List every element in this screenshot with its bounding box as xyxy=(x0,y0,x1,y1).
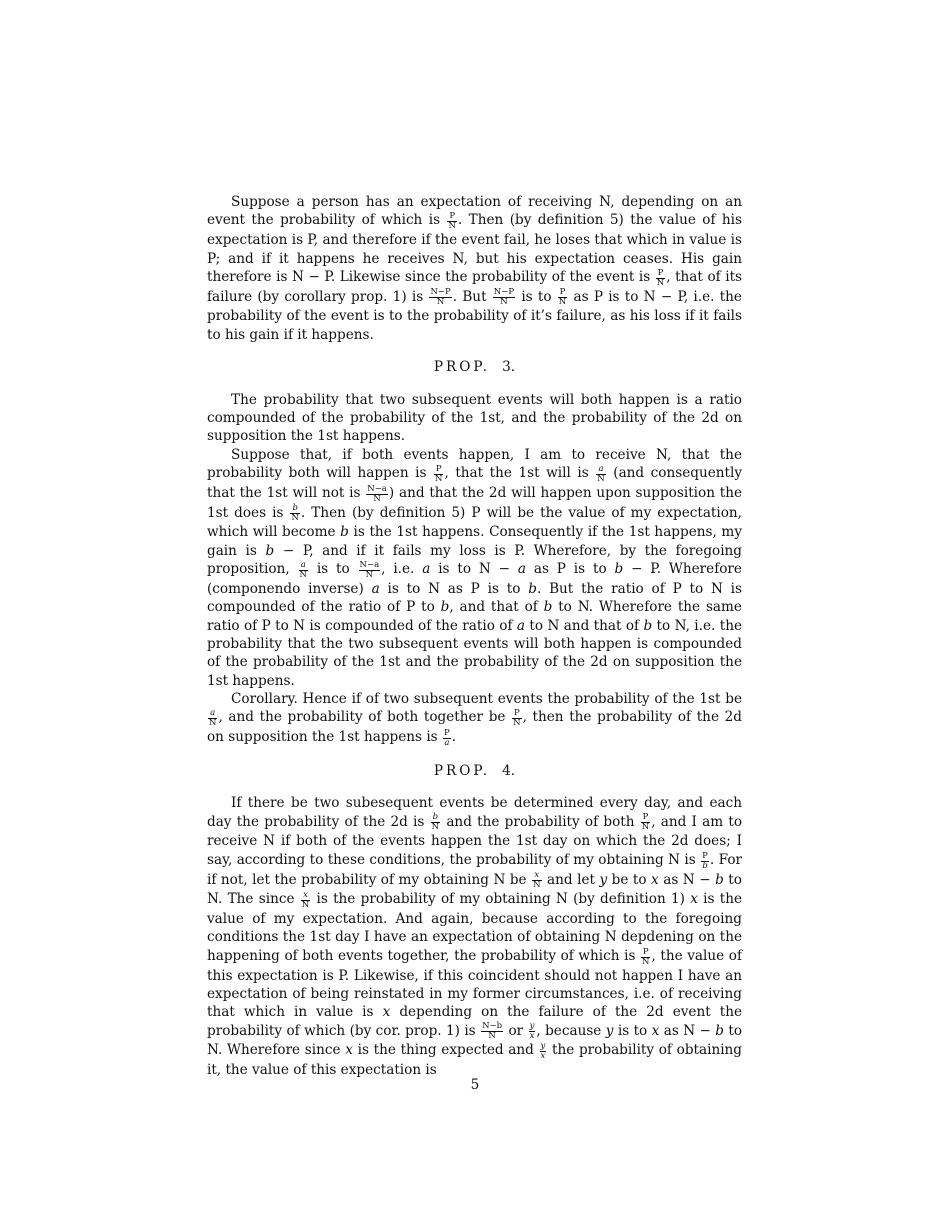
text: to N. Wherefore the same ratio of P to N is compounded of the ratio of xyxy=(207,599,742,634)
fraction xyxy=(447,212,456,231)
prop-number: 4. xyxy=(502,762,516,779)
page-content xyxy=(207,193,742,1080)
text: − P, and if it fails my loss is P. Wherefore, by the foregoing proposition, xyxy=(207,542,743,577)
denominator: N xyxy=(301,900,310,911)
denominator: N xyxy=(597,473,605,484)
text: the probability of obtaining it, the value of this expectation is xyxy=(207,1042,743,1079)
text: is to N − xyxy=(438,561,511,577)
fraction xyxy=(596,465,605,484)
variable: a xyxy=(422,561,431,577)
text: is the value of my expectation. And again, because according to the foregoing conditions the 1st day I have an expectation of obtaining N depdening on the happening of both events together, the probability of which is xyxy=(207,891,743,964)
variable: b xyxy=(440,599,450,616)
variable: b xyxy=(643,617,653,634)
numerator: N−a xyxy=(359,559,380,570)
numerator: P xyxy=(513,708,520,719)
numerator: P xyxy=(449,211,456,222)
denominator: a xyxy=(444,737,450,748)
fraction xyxy=(429,288,451,307)
text: , and I am to receive N if both of the events happen the 1st day on which the 2d does; I say, according to these conditions, the probability of my obtaining N is xyxy=(207,813,743,868)
denominator: N xyxy=(299,569,307,580)
variable: b xyxy=(715,871,724,888)
page-number: 5 xyxy=(470,1077,480,1093)
denominator: N xyxy=(448,221,456,232)
numerator: y xyxy=(529,1021,535,1032)
text: or xyxy=(508,1022,524,1039)
fraction xyxy=(641,948,650,967)
denominator: N xyxy=(513,718,521,729)
variable: a xyxy=(517,561,526,577)
text: ) and that the 2d will happen upon supposition the 1st does is xyxy=(207,484,742,521)
text: is the thing expected and xyxy=(357,1042,534,1059)
variable: x xyxy=(651,871,659,888)
fraction xyxy=(208,709,217,728)
text: to N. The since xyxy=(207,871,742,908)
numerator: P xyxy=(657,267,664,278)
text: is to xyxy=(521,288,552,305)
text: . For if not, let the probability of my obtaining N be xyxy=(207,851,743,888)
proposition-3-corollary xyxy=(207,690,742,748)
denominator: N xyxy=(642,956,650,967)
text: , then the probability of the 2d on supposition the 1st happens is xyxy=(207,709,742,746)
text: Suppose that, if both events happen, I am to receive N, that the probability both will happen is xyxy=(207,446,742,481)
text: depending on the failure of the 2d event the probability of which (by cor. prop. 1) is xyxy=(207,1004,743,1039)
text: . But xyxy=(452,288,487,305)
text: to N and that of xyxy=(529,617,640,634)
denominator: N xyxy=(373,493,381,504)
variable: y xyxy=(599,871,608,888)
fraction xyxy=(434,465,443,484)
variable: b xyxy=(543,599,553,616)
text: as P is to N − P, i.e. the probability of the event is to the probability of it’s failure, as his loss if it fails to his gain if it happens. xyxy=(207,288,742,343)
prop-label: PROP. xyxy=(433,359,491,376)
fraction xyxy=(493,288,515,307)
text: is the probability of my obtaining N (by definition 1) xyxy=(316,891,685,908)
denominator: x xyxy=(529,1031,535,1042)
prop-label: PROP. xyxy=(433,762,491,779)
numerator: a xyxy=(596,465,605,475)
numerator: x xyxy=(532,871,541,881)
numerator: P xyxy=(559,287,566,298)
numerator: N−a xyxy=(367,483,387,494)
denominator: N xyxy=(641,822,650,833)
numerator: P xyxy=(435,463,442,474)
denominator: x xyxy=(540,1051,546,1062)
numerator: b xyxy=(432,812,439,823)
variable: b xyxy=(528,580,537,597)
proposition-3-proof xyxy=(207,446,742,690)
proposition-3-statement: The probability that two subsequent events will both happen is a ratio compounded of the probability of the 1st, and the probability of the 2d on supposition the 1st happens. xyxy=(207,391,742,445)
text: and the probability of both xyxy=(446,813,635,830)
text: is to xyxy=(617,1022,648,1039)
text: If there be two subesequent events be determined every day, and each day the probability of the 2d is xyxy=(207,795,742,830)
numerator: P xyxy=(642,812,649,823)
text: . But the ratio of P to N is compounded of the ratio of P to xyxy=(207,580,742,616)
text: to N. Wherefore since xyxy=(207,1022,743,1059)
fraction xyxy=(540,1042,547,1061)
text: Suppose a person has an expectation of receiving N, depending on an event the probability of which is xyxy=(207,194,742,229)
variable: b xyxy=(715,1022,724,1039)
text: . xyxy=(451,729,457,746)
numerator: N−P xyxy=(493,287,515,298)
text: is to N as P is to xyxy=(387,580,521,597)
text: (and consequently that the 1st will not is xyxy=(207,464,743,501)
denominator: N xyxy=(209,718,217,729)
fraction xyxy=(359,561,381,580)
prop-number: 3. xyxy=(502,359,516,376)
text: . Then (by definition 5) P will be the value of my expectation, which will become xyxy=(207,504,743,541)
fraction xyxy=(443,729,451,748)
fraction xyxy=(366,485,388,504)
numerator: P xyxy=(443,727,450,738)
text: , and that of xyxy=(449,599,538,616)
fraction xyxy=(529,1022,536,1041)
text: , that the 1st will is xyxy=(444,464,589,481)
fraction xyxy=(299,561,308,580)
fraction xyxy=(701,852,709,871)
denominator: N xyxy=(431,822,440,833)
denominator: N xyxy=(435,473,443,484)
fraction xyxy=(558,288,567,307)
text: be to xyxy=(611,871,647,888)
variable: x xyxy=(651,1022,660,1039)
paragraph-expectation xyxy=(207,193,742,344)
variable: a xyxy=(516,617,526,634)
text: is the 1st happens. Consequently if the 1st happens, my gain is xyxy=(207,524,742,559)
numerator: N−P xyxy=(430,287,451,298)
text: , because xyxy=(536,1022,602,1039)
prop-3-heading xyxy=(207,358,742,376)
variable: x xyxy=(345,1042,353,1059)
fraction xyxy=(641,813,650,832)
text: , that of its failure (by corollary prop. 1) is xyxy=(207,268,743,305)
variable: b xyxy=(340,524,349,541)
text: is to xyxy=(316,561,350,577)
numerator: x xyxy=(301,891,310,901)
fraction xyxy=(512,709,521,728)
numerator: P xyxy=(702,850,708,861)
variable: b xyxy=(614,561,624,577)
text: Corollary. Hence if of two subsequent events the probability of the 1st be xyxy=(231,690,742,707)
text: to N, i.e. the probability that the two subsequent events will both happen is compounded of the probability of the 1st and the probability of the 2d on supposition the 1st happens. xyxy=(207,617,742,689)
fraction xyxy=(431,813,440,832)
numerator: P xyxy=(642,946,649,957)
prop-4-heading xyxy=(207,762,742,780)
text: as N − xyxy=(663,1022,711,1039)
text: , and the probability of both together be xyxy=(218,709,506,726)
denominator: N xyxy=(500,297,508,308)
variable: x xyxy=(690,891,698,908)
denominator: N xyxy=(656,277,665,288)
fraction xyxy=(290,504,299,523)
text: , the value of this expectation is P. Likewise, if this coincident should not happen I have an expectation of being reinstated in my former circumstances, i.e. of receiving that which in value is xyxy=(207,947,742,1021)
variable: b xyxy=(265,542,275,559)
fraction xyxy=(301,891,310,910)
variable: x xyxy=(382,1004,391,1021)
numerator: N−b xyxy=(482,1021,503,1032)
text: − P. Wherefore (componendo inverse) xyxy=(207,561,742,597)
denominator: N xyxy=(365,569,374,580)
numerator: a xyxy=(299,561,308,571)
variable: y xyxy=(605,1022,614,1039)
text: as N − xyxy=(663,871,711,888)
text: , i.e. xyxy=(381,561,415,577)
numerator: a xyxy=(208,709,217,719)
denominator: N xyxy=(436,297,445,308)
denominator: b xyxy=(702,860,708,871)
numerator: b xyxy=(292,503,298,514)
text: as P is to xyxy=(533,561,607,577)
fraction xyxy=(532,871,541,890)
denominator: N xyxy=(533,880,541,891)
text: . Then (by definition 5) the value of his expectation is P, and therefore if the event fail, he loses that which in value is P; and if it happens he receives N, but his expectation ceases. His gain therefore is N − P. Likewise since the probability of the event is xyxy=(207,212,742,285)
denominator: N xyxy=(488,1031,496,1042)
denominator: N xyxy=(558,297,567,308)
text: and let xyxy=(547,871,595,888)
fraction xyxy=(656,269,665,288)
fraction xyxy=(481,1022,503,1041)
variable: a xyxy=(371,580,380,597)
numerator: y xyxy=(540,1041,546,1052)
proposition-4-text xyxy=(207,794,742,1079)
denominator: N xyxy=(291,513,299,524)
